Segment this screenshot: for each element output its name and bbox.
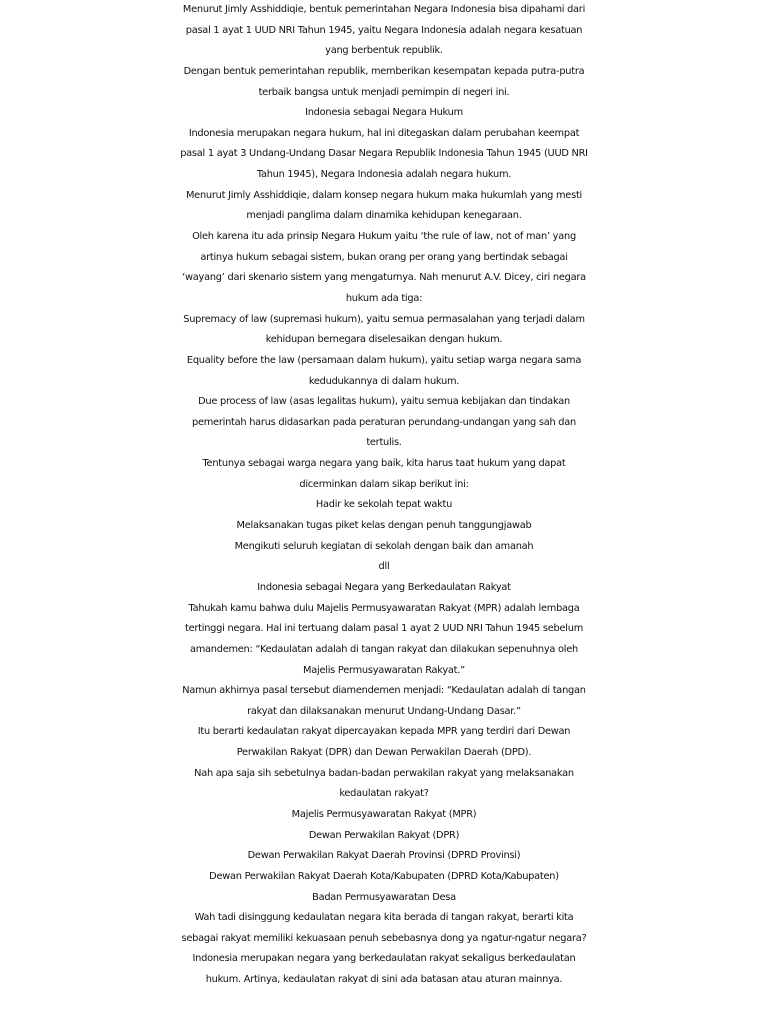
text-line: hukum. Artinya, kedaulatan rakyat di sini ada batasan atau aturan mainnya. <box>205 974 563 986</box>
text-line: Equality before the law (persamaan dalam hukum), yaitu setiap warga negara sama <box>186 354 582 366</box>
text-line: Tahukah kamu bahwa dulu Majelis Permusyawaratan Rakyat (MPR) adalah lembaga <box>188 602 580 614</box>
text-line: Perwakilan Rakyat (DPR) dan Dewan Perwakilan Daerah (DPD). <box>236 747 532 759</box>
text-line: kedudukannya di dalam hukum. <box>308 375 460 387</box>
text-line: Badan Permusyawaratan Desa <box>312 891 456 903</box>
text-line: Oleh karena itu ada prinsip Negara Hukum yaitu ‘the rule of law, not of man’ yang <box>192 231 576 243</box>
text-line: Indonesia merupakan negara hukum, hal ini ditegaskan dalam perubahan keempat <box>188 127 580 139</box>
text-line: Majelis Permusyawaratan Rakyat.” <box>303 664 465 676</box>
text-line: pasal 1 ayat 3 Undang-Undang Dasar Negara Republik Indonesia Tahun 1945 (UUD NRI <box>180 148 588 160</box>
text-line: kehidupan bernegara diselesaikan dengan hukum. <box>265 334 503 346</box>
text-line: artinya hukum sebagai sistem, bukan orang per orang yang bertindak sebagai <box>200 251 568 263</box>
text-line: dll <box>378 561 390 573</box>
text-line: Tentunya sebagai warga negara yang baik, kita harus taat hukum yang dapat <box>202 458 566 470</box>
text-line: Tahun 1945), Negara Indonesia adalah negara hukum. <box>256 169 512 181</box>
text-line: hukum ada tiga: <box>345 292 423 304</box>
text-line: rakyat dan dilaksanakan menurut Undang-Undang Dasar.” <box>247 705 521 717</box>
text-line: tertinggi negara. Hal ini tertuang dalam pasal 1 ayat 2 UUD NRI Tahun 1945 sebelum <box>185 623 583 635</box>
text-line: Dewan Perwakilan Rakyat Daerah Provinsi (DPRD Provinsi) <box>247 850 521 862</box>
text-line: Indonesia sebagai Negara Hukum <box>305 107 463 119</box>
text-line: sebagai rakyat memiliki kekuasaan penuh sebebasnya dong ya ngatur-ngatur negara? <box>181 932 587 944</box>
text-line: terbaik bangsa untuk menjadi pemimpin di negeri ini. <box>258 86 510 98</box>
text-line: tertulis. <box>366 437 402 449</box>
text-line: Nah apa saja sih sebetulnya badan-badan perwakilan rakyat yang melaksanakan <box>194 767 574 779</box>
text-line: Supremacy of law (supremasi hukum), yaitu semua permasalahan yang terjadi dalam <box>183 313 585 325</box>
text-line: Wah tadi disinggung kedaulatan negara kita berada di tangan rakyat, berarti kita <box>194 912 574 924</box>
text-line: Melaksanakan tugas piket kelas dengan penuh tanggungjawab <box>236 520 532 532</box>
text-line: menjadi panglima dalam dinamika kehidupan kenegaraan. <box>246 210 522 222</box>
text-line: Menurut Jimly Asshiddiqie, dalam konsep negara hukum maka hukumlah yang mesti <box>185 189 583 201</box>
text-line: Hadir ke sekolah tepat waktu <box>315 499 453 511</box>
text-line: pemerintah harus didasarkan pada peraturan perundang-undangan yang sah dan <box>192 416 576 428</box>
text-line: Mengikuti seluruh kegiatan di sekolah dengan baik dan amanah <box>234 540 534 552</box>
text-line: Namun akhirnya pasal tersebut diamendemen menjadi: “Kedaulatan adalah di tangan <box>182 685 586 697</box>
text-line: Itu berarti kedaulatan rakyat dipercayakan kepada MPR yang terdiri dari Dewan <box>197 726 571 738</box>
text-line: Dengan bentuk pemerintahan republik, memberikan kesempatan kepada putra-putra <box>183 65 585 77</box>
text-line: Indonesia merupakan negara yang berkedaulatan rakyat sekaligus berkedaulatan <box>192 953 576 965</box>
text-line: Menurut Jimly Asshiddiqie, bentuk pemerintahan Negara Indonesia bisa dipahami dari <box>182 4 586 15</box>
text-line: Dewan Perwakilan Rakyat (DPR) <box>308 829 460 841</box>
text-line: yang berbentuk republik. <box>325 45 443 57</box>
text-line: Due process of law (asas legalitas hukum), yaitu semua kebijakan dan tindakan <box>198 396 570 408</box>
text-line: Dewan Perwakilan Rakyat Daerah Kota/Kabupaten (DPRD Kota/Kabupaten) <box>209 870 559 882</box>
text-line: kedaulatan rakyat? <box>339 788 429 800</box>
text-line: pasal 1 ayat 1 UUD NRI Tahun 1945, yaitu Negara Indonesia adalah negara kesatuan <box>185 24 583 36</box>
text-line: amandemen: “Kedaulatan adalah di tangan rakyat dan dilakukan sepenuhnya oleh <box>189 643 578 655</box>
text-line: ‘wayang’ dari skenario sistem yang mengaturnya. Nah menurut A.V. Dicey, ciri negara <box>182 272 586 284</box>
text-line: dicerminkan dalam sikap berikut ini: <box>299 478 469 490</box>
text-line: Indonesia sebagai Negara yang Berkedaulatan Rakyat <box>257 581 511 593</box>
text-line: Majelis Permusyawaratan Rakyat (MPR) <box>291 808 477 820</box>
